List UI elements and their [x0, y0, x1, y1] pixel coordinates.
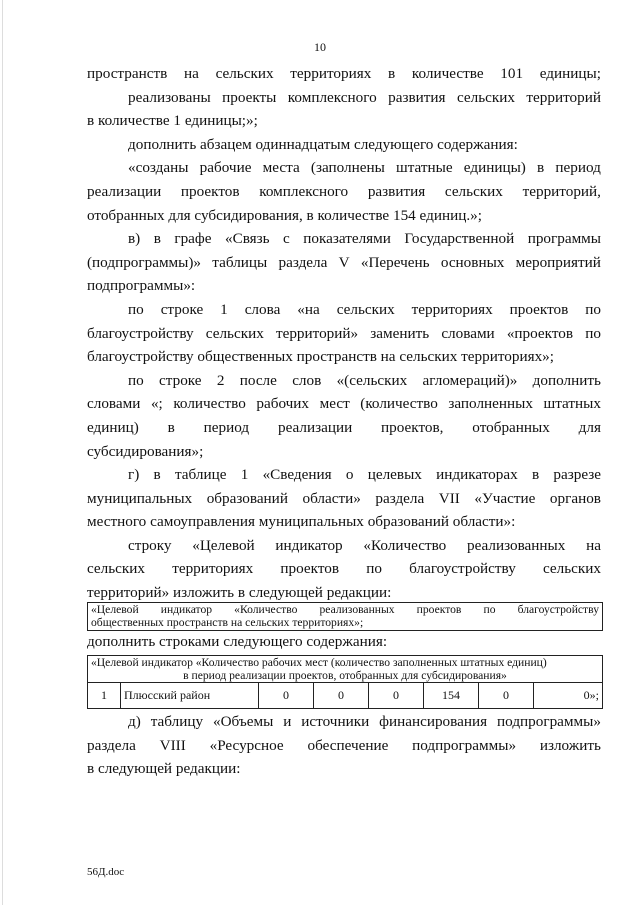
word: сельских	[205, 324, 264, 342]
word: словами	[441, 324, 495, 342]
word: «созданы	[128, 159, 189, 177]
page-number: 10	[314, 40, 326, 54]
word: VIII	[159, 736, 186, 754]
word: территориях	[411, 300, 493, 318]
word: в	[153, 466, 161, 484]
word: единицы)	[463, 159, 526, 177]
table-cell: 0	[479, 683, 534, 708]
word: сельских	[444, 182, 503, 200]
word: количестве	[411, 65, 484, 82]
word: «Участие	[474, 489, 536, 507]
word: по	[366, 560, 382, 578]
table-row	[88, 683, 602, 708]
word: «Количество	[234, 603, 298, 616]
word: проектов,	[381, 418, 444, 436]
paragraph-line	[87, 227, 601, 251]
word: после	[239, 371, 277, 389]
word: «проектов	[506, 324, 574, 342]
word: «Объемы	[212, 713, 274, 730]
paragraph-line: в количестве 1 единицы;»;	[87, 112, 258, 130]
word: в	[153, 230, 161, 248]
box-line: общественных пространств на сельских территориях»;	[91, 616, 364, 629]
word: 2	[216, 371, 225, 389]
paragraph-line	[87, 734, 601, 758]
word: сельских	[87, 560, 146, 578]
paragraph-line	[87, 557, 601, 581]
word: обеспечение	[307, 736, 389, 754]
word: муниципальных	[87, 489, 193, 507]
word: строке	[159, 371, 202, 389]
word: подпрограммы»	[412, 736, 517, 754]
word: финансирования	[379, 713, 488, 730]
word: реализованных	[466, 536, 566, 554]
paragraph-line	[87, 463, 601, 487]
paragraph-line: субсидирования»;	[87, 442, 204, 460]
paragraph-line	[87, 369, 601, 393]
table-cell: 0	[259, 683, 314, 708]
word: по	[585, 324, 601, 342]
word: по	[483, 603, 496, 616]
word: в	[167, 418, 175, 436]
word: 101	[500, 65, 524, 82]
word: развития	[388, 88, 446, 106]
word: проектов	[280, 560, 340, 578]
word: в	[388, 65, 396, 82]
word: территорий»	[275, 324, 359, 342]
word: мест	[319, 395, 350, 413]
word: штатных	[543, 395, 601, 413]
word: проектов	[416, 603, 462, 616]
word: пространств	[87, 65, 168, 82]
word: период	[203, 418, 250, 436]
word: 1	[220, 300, 228, 318]
word: (количество	[360, 395, 438, 413]
word: органов	[549, 489, 601, 507]
word: отобранных	[472, 418, 550, 436]
word: изложить	[539, 736, 601, 754]
word: (подпрограммы)»	[87, 253, 202, 271]
word: раздела	[278, 253, 328, 271]
word: целевых	[367, 466, 422, 484]
word: области»	[302, 489, 361, 507]
word: проектов	[509, 300, 569, 318]
word: индикаторах	[436, 466, 518, 484]
word: рабочие	[199, 159, 252, 177]
word: рабочих	[256, 395, 310, 413]
word: в	[531, 466, 540, 484]
word: сельских	[336, 300, 395, 318]
word: разрезе	[553, 466, 601, 484]
word: дополнить	[532, 371, 601, 389]
box-line: в период реализации проектов, отобранных для субсидирования»	[183, 669, 507, 682]
box-line: «Целевой индикатор «Количество рабочих мест (количество заполненных штатных единиц)	[91, 656, 547, 669]
word: территориях	[172, 560, 254, 578]
word: словами	[87, 395, 141, 413]
word: единиц)	[87, 418, 139, 436]
word: «Связь	[224, 230, 270, 248]
word: (заполнены	[310, 159, 385, 177]
word: таблицы	[212, 253, 268, 271]
paragraph-line: отобранных для субсидирования, в количестве 154 единиц.»;	[87, 206, 482, 224]
word: комплексного	[287, 88, 377, 106]
word: о	[345, 466, 354, 484]
table-cell: 0»;	[583, 688, 599, 702]
word: Государственной	[404, 230, 515, 248]
paragraph-line: дополнить абзацем одиннадцатым следующего содержания:	[128, 135, 518, 153]
word: индикатор	[275, 536, 343, 554]
scan-edge	[2, 0, 3, 905]
word: штатные	[396, 159, 453, 177]
paragraph-line: подпрограммы»:	[87, 277, 196, 295]
word: комплексного	[259, 182, 349, 200]
body-text	[87, 62, 601, 605]
word: благоустройству	[87, 324, 194, 342]
paragraph-line	[87, 62, 601, 86]
paragraph-line	[87, 251, 601, 275]
word: «Перечень	[360, 253, 430, 271]
word: г)	[128, 466, 140, 484]
word: образований	[206, 489, 288, 507]
word: места	[262, 159, 300, 177]
table-cell: 154	[424, 683, 479, 708]
word: реализованных	[319, 603, 395, 616]
word: на	[183, 65, 199, 82]
word: источники	[301, 713, 370, 730]
word: проектов	[180, 182, 240, 200]
table-cell: 0	[314, 683, 369, 708]
word: строку	[128, 536, 172, 554]
word: с	[283, 230, 290, 248]
word: индикатор	[160, 603, 213, 616]
word: заменить	[370, 324, 430, 342]
word: таблицу	[150, 713, 204, 730]
word: количество	[173, 395, 246, 413]
word: развития	[367, 182, 426, 200]
word: раздела	[375, 489, 425, 507]
paragraph-line: территорий» изложить в следующей редакции:	[87, 584, 392, 602]
word: в	[537, 159, 545, 177]
word: заполненных	[448, 395, 533, 413]
word: д)	[128, 713, 141, 730]
word: слова	[244, 300, 281, 318]
word: реализации	[87, 182, 162, 200]
paragraph-line	[87, 86, 601, 110]
word: графе	[174, 230, 212, 248]
word: агломераций)»	[422, 371, 518, 389]
paragraph-line	[87, 392, 601, 416]
table-cell: 1	[88, 683, 121, 708]
word: «Целевой	[192, 536, 255, 554]
word: по	[128, 371, 144, 389]
word: «Ресурсное	[209, 736, 284, 754]
word: благоустройству	[409, 560, 516, 578]
paragraph-line	[87, 298, 601, 322]
paragraph-line: дополнить строками следующего содержания:	[87, 633, 388, 650]
word: «(сельских	[336, 371, 408, 389]
word: V	[338, 253, 350, 271]
box-line	[88, 603, 602, 616]
word: показателями	[303, 230, 391, 248]
word: VII	[438, 489, 460, 507]
word: по	[585, 300, 601, 318]
table-cell: Плюсский район	[121, 683, 259, 708]
word: строке	[160, 300, 204, 318]
word: период	[555, 159, 601, 177]
word: 1	[240, 466, 249, 484]
word: слов	[292, 371, 322, 389]
word: раздела	[87, 736, 136, 754]
word: сельских	[542, 560, 601, 578]
word: территорий,	[522, 182, 601, 200]
paragraph-line	[87, 180, 601, 204]
word: основных	[440, 253, 505, 271]
word: для	[578, 418, 601, 436]
word: реализованы	[128, 88, 211, 106]
word: благоустройству	[517, 603, 599, 616]
word: сельских	[456, 88, 515, 106]
word: «Количество	[363, 536, 447, 554]
word: «на	[297, 300, 320, 318]
paragraph-line: в следующей редакции:	[87, 760, 241, 778]
word: и	[283, 713, 292, 730]
body-text-continued	[87, 710, 601, 781]
paragraph-line: местного самоуправления муниципальных образований области»:	[87, 513, 516, 531]
added-rows-table	[87, 655, 603, 709]
word: проекты	[222, 88, 277, 106]
paragraph-line	[87, 156, 601, 180]
word: подпрограммы»	[497, 713, 601, 730]
replacement-row-box	[87, 602, 603, 631]
word: в)	[128, 230, 141, 248]
word: таблице	[174, 466, 227, 484]
word: реализации	[277, 418, 353, 436]
word: территорий	[526, 88, 601, 106]
word: «;	[150, 395, 163, 413]
file-name-footer: 56Д.doc	[87, 866, 125, 878]
word: программы	[527, 230, 601, 248]
word: «Сведения	[262, 466, 332, 484]
paragraph-line	[87, 487, 601, 511]
word: единицы;	[539, 65, 601, 82]
word: «Целевой	[91, 603, 139, 616]
table-header	[88, 656, 602, 683]
word: на	[586, 536, 601, 554]
paragraph-line	[87, 416, 601, 440]
paragraph-line: благоустройству общественных пространств на сельских территориях»;	[87, 348, 554, 366]
word: сельских	[215, 65, 274, 82]
table-cell: 0	[369, 683, 424, 708]
word: по	[128, 300, 144, 318]
paragraph-line	[87, 710, 601, 734]
paragraph-line	[87, 322, 601, 346]
paragraph-line	[87, 534, 601, 558]
word: территориях	[290, 65, 372, 82]
word: мероприятий	[515, 253, 601, 271]
